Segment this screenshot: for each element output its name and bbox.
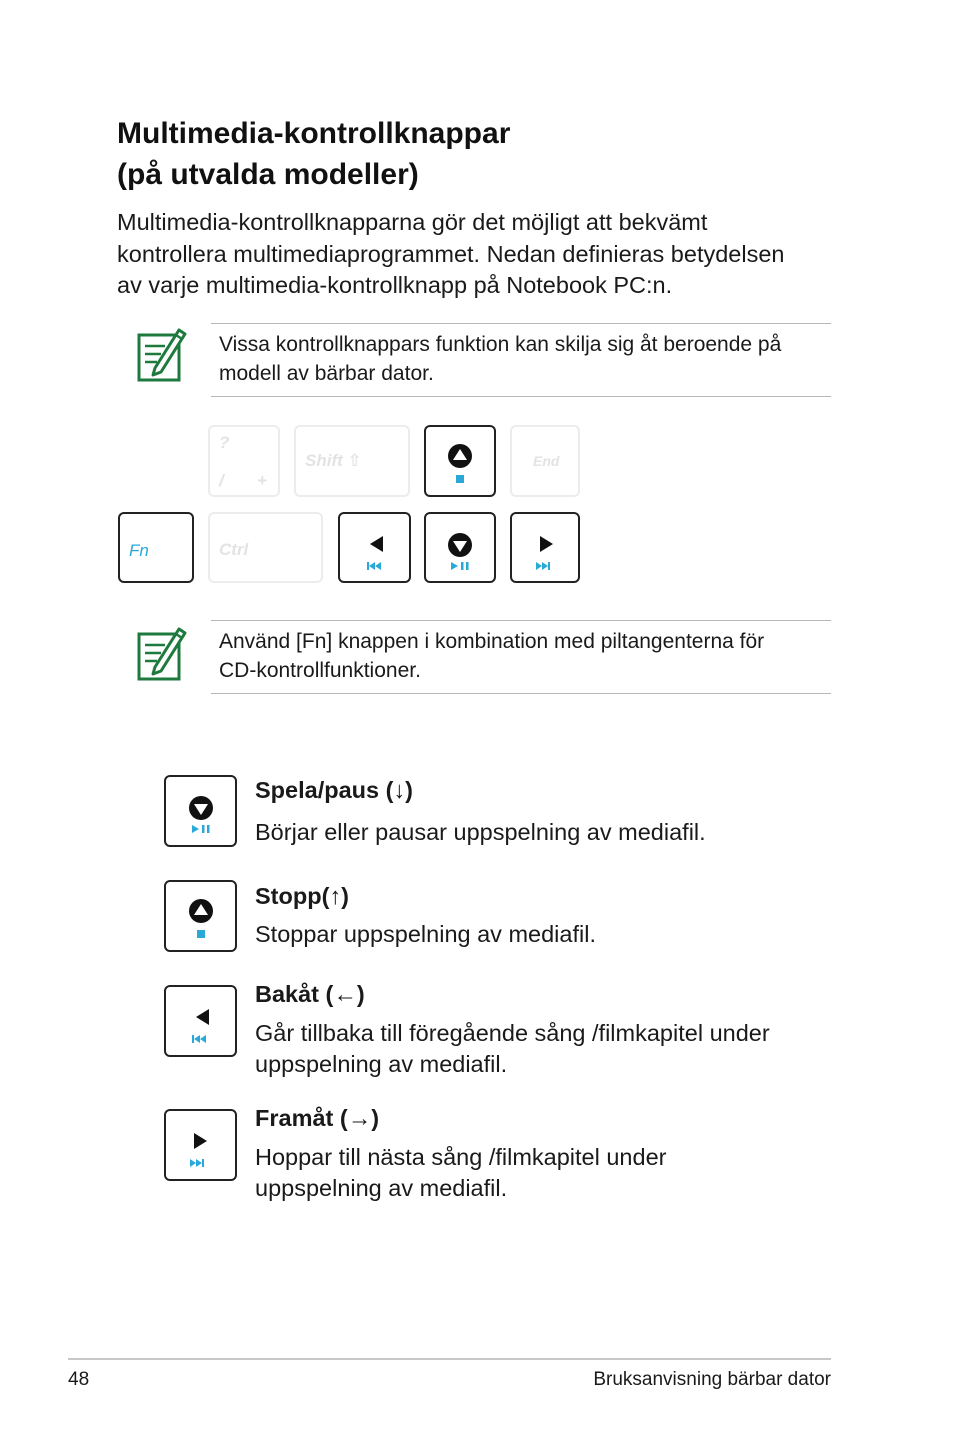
note-line: Vissa kontrollknappars funktion kan skilja sig åt beroende på [219, 333, 782, 356]
heading-line-1: Multimedia-kontrollknappar [117, 117, 511, 150]
up-arrow-icon [426, 427, 494, 495]
note-box [211, 323, 831, 397]
key-label: Ctrl [219, 540, 249, 559]
page-heading [117, 113, 510, 195]
intro-line: av varje multimedia-kontrollknapp på Notebook PC:n. [117, 272, 673, 298]
description-line: Går tillbaka till föregående sång /filmkapitel under [255, 1020, 770, 1046]
next-track-icon [536, 562, 550, 570]
note-pencil-icon [135, 324, 187, 384]
down-arrow-icon [426, 514, 494, 581]
intro-paragraph [117, 207, 847, 302]
play-pause-icon [192, 825, 210, 833]
heading-line-2: (på utvalda modeller) [117, 158, 419, 191]
forward-key [164, 1109, 237, 1181]
left-arrow-icon [340, 514, 409, 581]
right-next-key [510, 512, 580, 583]
play-pause-icon [451, 562, 469, 570]
footer-divider [68, 1358, 831, 1360]
end-key [510, 425, 580, 497]
stop-key [164, 880, 237, 952]
play-pause-title: Spela/paus (↓) [255, 777, 414, 803]
right-arrow-icon [166, 1111, 235, 1179]
page-number: 48 [68, 1369, 90, 1390]
key-label: ? [219, 433, 230, 452]
forward-description [255, 1142, 666, 1204]
description-line: Stoppar uppspelning av mediafil. [255, 921, 596, 947]
description-line: Börjar eller pausar uppspelning av mediafil. [255, 819, 706, 845]
play-pause-description [255, 817, 706, 848]
note-box [211, 620, 831, 694]
key-label: + [257, 471, 267, 490]
footer-title: Bruksanvisning bärbar dator [593, 1369, 831, 1390]
next-track-icon [190, 1159, 204, 1167]
forward-title: Framåt (→) [255, 1105, 380, 1131]
note-text [211, 621, 831, 693]
intro-line: Multimedia-kontrollknapparna gör det möjligt att bekvämt [117, 209, 708, 235]
note-line: Använd [Fn] knappen i kombination med piltangenterna för [219, 630, 765, 653]
note-line: modell av bärbar dator. [219, 362, 434, 385]
previous-track-icon [192, 1035, 206, 1043]
play-pause-key [164, 775, 237, 847]
intro-line: kontrollera multimediaprogrammet. Nedan definieras betydelsen [117, 240, 785, 267]
stop-icon [456, 475, 464, 483]
key-label: Fn [129, 541, 149, 560]
down-arrow-icon [166, 777, 235, 845]
key-label: Shift ⇧ [305, 451, 362, 470]
question-key [208, 425, 280, 497]
stop-description [255, 919, 596, 950]
fn-key [118, 512, 194, 583]
key-label: / [219, 471, 224, 490]
back-description [255, 1018, 770, 1080]
key-label: End [533, 453, 560, 469]
stop-title: Stopp(↑) [255, 883, 349, 909]
description-line: Hoppar till nästa sång /filmkapitel under [255, 1144, 667, 1170]
previous-track-icon [367, 562, 381, 570]
right-arrow-icon [512, 514, 578, 581]
description-line: uppspelning av mediafil. [255, 1051, 508, 1077]
left-arrow-icon [166, 987, 235, 1055]
description-line: uppspelning av mediafil. [255, 1175, 508, 1201]
up-stop-key [424, 425, 496, 497]
back-title: Bakåt (←) [255, 981, 365, 1007]
back-key [164, 985, 237, 1057]
stop-icon [197, 930, 205, 938]
left-prev-key [338, 512, 411, 583]
shift-key [294, 425, 410, 497]
note-line: CD-kontrollfunktioner. [219, 659, 421, 682]
note-text [211, 324, 831, 396]
up-arrow-icon [166, 882, 235, 950]
down-playpause-key [424, 512, 496, 583]
ctrl-key [208, 512, 323, 583]
note-pencil-icon [135, 623, 187, 683]
